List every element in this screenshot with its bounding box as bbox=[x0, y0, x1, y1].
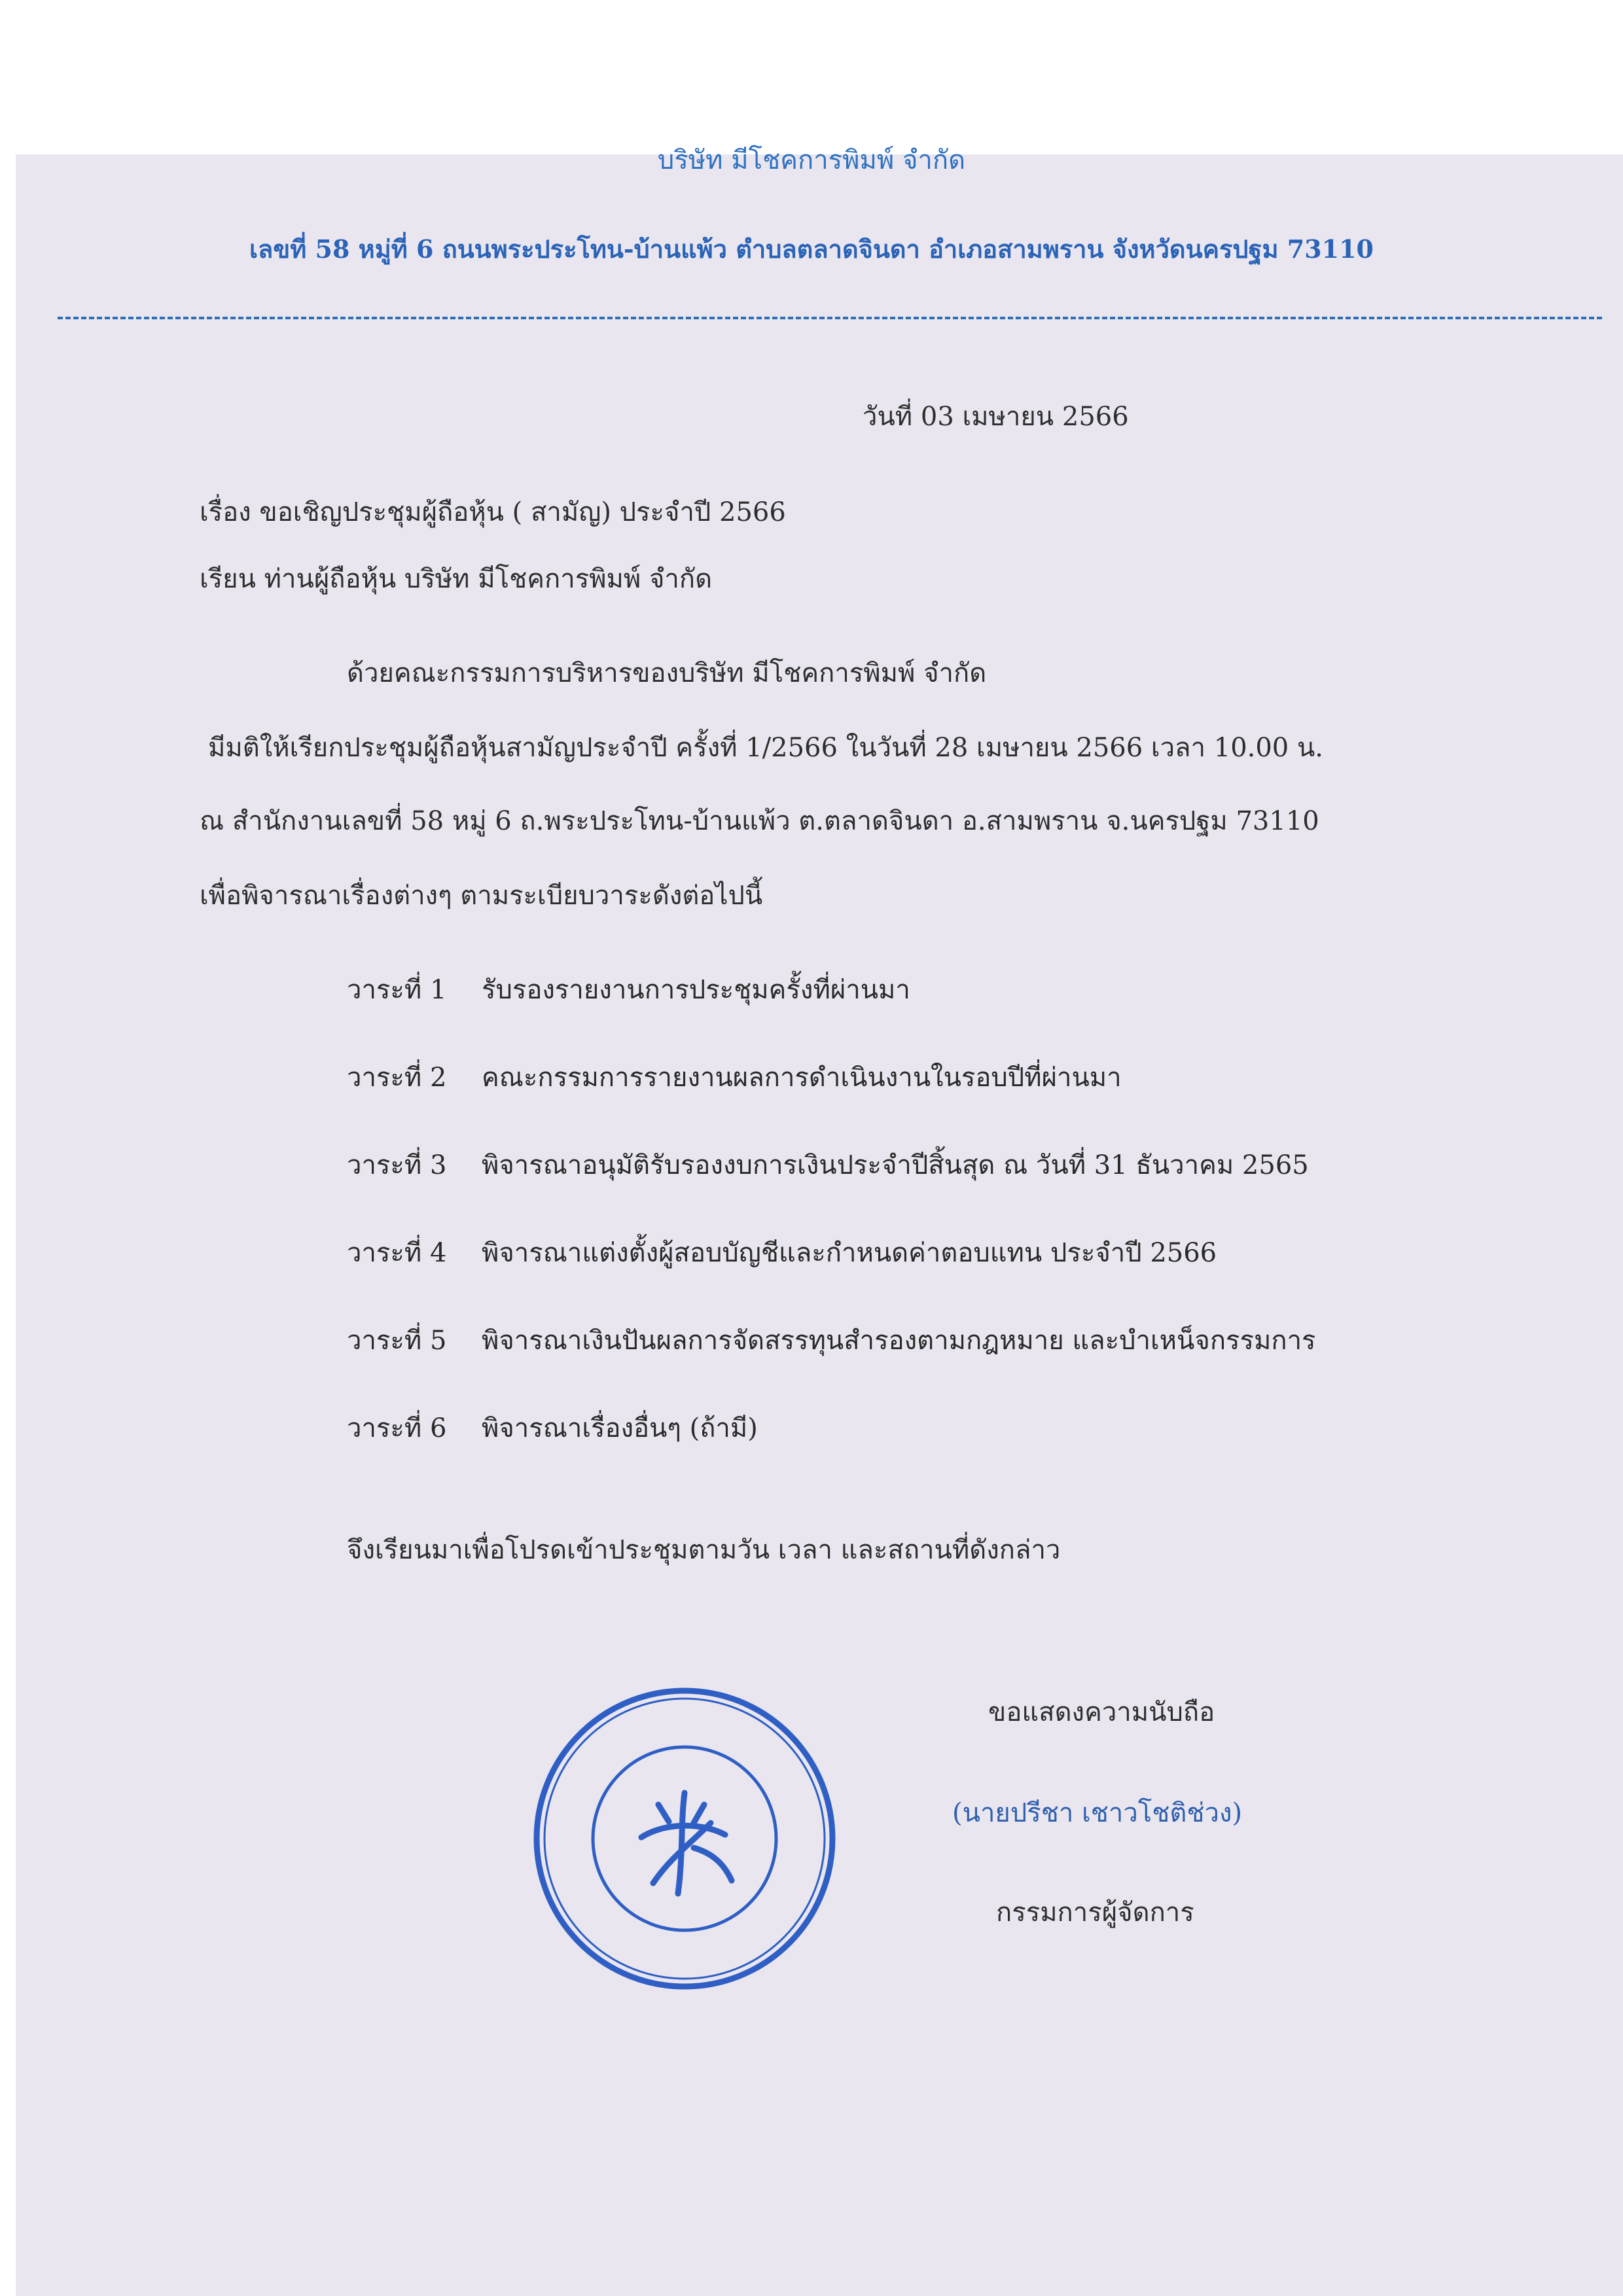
letter-subject: เรื่อง ขอเชิญประชุมผู้ถือหุ้น ( สามัญ) ประจำปี 2566 bbox=[200, 497, 786, 527]
letter-recipient: เรียน ท่านผู้ถือหุ้น บริษัท มีโชคการพิมพ์ จำกัด bbox=[200, 564, 713, 594]
body-paragraph-line: ณ สำนักงานเลขที่ 58 หมู่ 6 ถ.พระประโทน-บ้านแพ้ว ต.ตลาดจินดา อ.สามพราน จ.นครปฐม 73110 bbox=[200, 806, 1319, 836]
company-seal-stamp bbox=[529, 1683, 840, 1994]
agenda-text: พิจารณาแต่งตั้งผู้สอบบัญชีและกำหนดค่าตอบแทน ประจำปี 2566 bbox=[482, 1238, 1217, 1268]
body-paragraph-line: เพื่อพิจารณาเรื่องต่างๆ ตามระเบียบวาระดังต่อไปนี้ bbox=[200, 881, 763, 911]
company-address: เลขที่ 58 หมู่ที่ 6 ถนนพระประโทน-บ้านแพ้ว ตำบลตลาดจินดา อำเภอสามพราน จังหวัดนครปฐม 73110 bbox=[249, 234, 1374, 264]
agenda-item bbox=[347, 1144, 1459, 1231]
agenda-item bbox=[347, 968, 1459, 1056]
agenda-text: พิจารณาอนุมัติรับรองงบการเงินประจำปีสิ้นสุด ณ วันที่ 31 ธันวาคม 2565 bbox=[482, 1150, 1309, 1180]
agenda-item bbox=[347, 1407, 1459, 1494]
regards-line: ขอแสดงความนับถือ bbox=[988, 1697, 1215, 1727]
agenda-item bbox=[347, 1056, 1459, 1144]
body-paragraph-line: ด้วยคณะกรรมการบริหารของบริษัท มีโชคการพิมพ์ จำกัด bbox=[347, 658, 987, 688]
letterhead-divider bbox=[58, 317, 1602, 319]
agenda-number: วาระที่ 3 bbox=[347, 1150, 447, 1180]
agenda-number: วาระที่ 4 bbox=[347, 1238, 447, 1268]
agenda-text: พิจารณาเงินปันผลการจัดสรรทุนสำรองตามกฎหมาย และบำเหน็จกรรมการ bbox=[482, 1326, 1316, 1356]
agenda-text: รับรองรายงานการประชุมครั้งที่ผ่านมา bbox=[482, 975, 910, 1005]
agenda-list bbox=[347, 968, 1459, 1494]
agenda-text: พิจารณาเรื่องอื่นๆ (ถ้ามี) bbox=[482, 1413, 758, 1443]
agenda-number: วาระที่ 5 bbox=[347, 1326, 447, 1356]
company-name: บริษัท มีโชคการพิมพ์ จำกัด bbox=[657, 145, 966, 175]
agenda-item bbox=[347, 1231, 1459, 1319]
closing-line: จึงเรียนมาเพื่อโปรดเข้าประชุมตามวัน เวลา และสถานที่ดังกล่าว bbox=[347, 1535, 1061, 1565]
letter-date: วันที่ 03 เมษายน 2566 bbox=[863, 402, 1129, 432]
agenda-text: คณะกรรมการรายงานผลการดำเนินงานในรอบปีที่ผ่านมา bbox=[482, 1063, 1122, 1093]
signer-position: กรรมการผู้จัดการ bbox=[996, 1898, 1194, 1928]
body-paragraph-line: มีมติให้เรียกประชุมผู้ถือหุ้นสามัญประจำปี ครั้งที่ 1/2566 ในวันที่ 28 เมษายน 2566 เวลา 10.00 น. bbox=[208, 733, 1324, 763]
agenda-item bbox=[347, 1319, 1459, 1407]
agenda-number: วาระที่ 6 bbox=[347, 1413, 447, 1443]
agenda-number: วาระที่ 1 bbox=[347, 975, 447, 1005]
signer-name: (นายปรีชา เชาวโชติช่วง) bbox=[952, 1798, 1243, 1828]
agenda-number: วาระที่ 2 bbox=[347, 1063, 447, 1093]
